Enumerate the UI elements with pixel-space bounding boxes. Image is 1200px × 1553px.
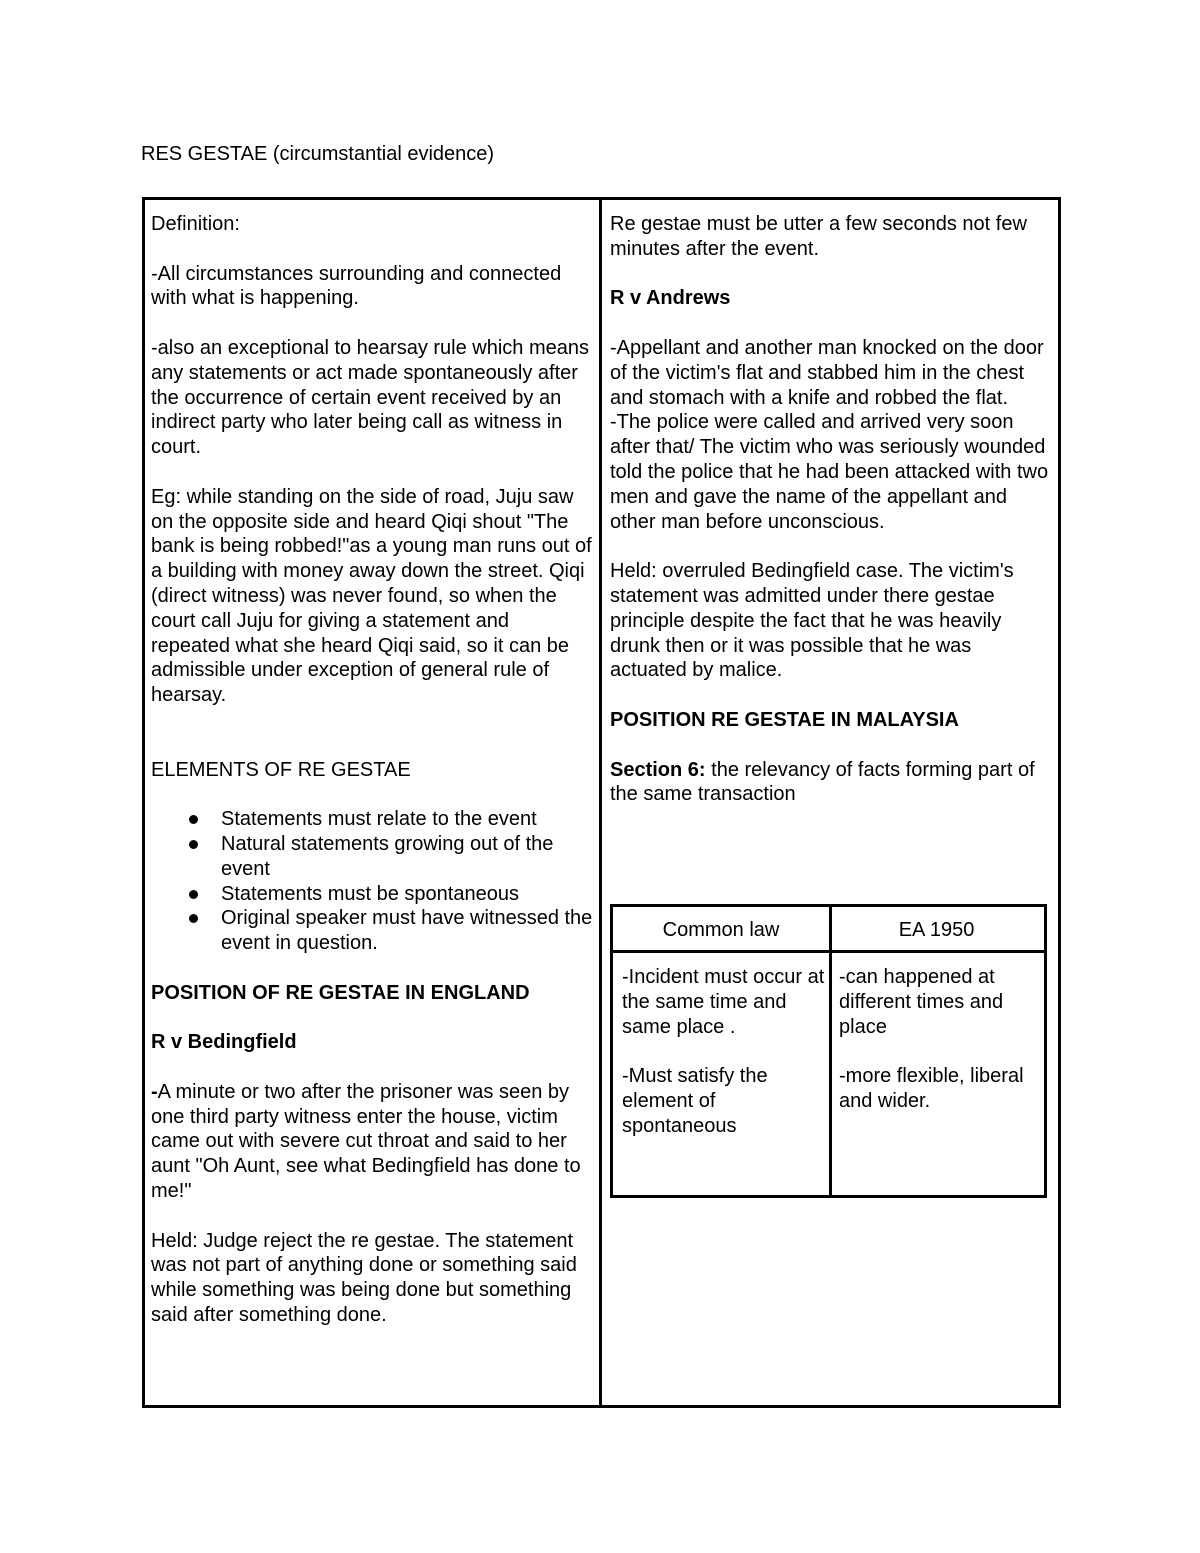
list-item: Statements must be spontaneous xyxy=(221,882,593,907)
section-description: the relevancy of facts forming part of the same transaction xyxy=(610,758,1035,806)
facts-dash: - xyxy=(151,1080,158,1103)
definition-paragraph-2: -also an exceptional to hearsay rule which means any statements or act made spontaneously after the occurrence of certain event received by an indirect party who later being call as witness in court. xyxy=(151,336,590,459)
andrews-facts-2: -The police were called and arrived very soon after that/ The victim who was seriously wounded told the police that he had been attacked with two men and gave the name of the appellant and other man before unconscious. xyxy=(610,411,1049,533)
elements-heading: ELEMENTS OF RE GESTAE xyxy=(151,758,411,781)
malaysia-heading: POSITION RE GESTAE IN MALAYSIA xyxy=(610,708,959,731)
ea-1950-point-2: -more flexible, liberal and wider. xyxy=(839,1065,1024,1112)
facts-text: A minute or two after the prisoner was seen by one third party witness enter the house, victim came out with severe cut throat and said to her aunt "Oh Aunt, see what Bedingfield has done to me!" xyxy=(151,1080,581,1203)
header-common-law: Common law xyxy=(613,907,829,953)
definition-paragraph-1: -All circumstances surrounding and connected with what is happening. xyxy=(151,262,562,310)
england-heading: POSITION OF RE GESTAE IN ENGLAND xyxy=(151,981,530,1004)
andrews-held: Held: overruled Bedingfield case. The victim's statement was admitted under there gestae principle despite the fact that he was heavily drunk then or it was possible that he was actuated by malice. xyxy=(610,560,1014,682)
common-law-cell xyxy=(622,965,827,1139)
ea-1950-cell xyxy=(839,965,1039,1114)
definition-label: Definition: xyxy=(151,213,240,235)
common-law-point-2: -Must satisfy the element of spontaneous xyxy=(622,1065,768,1137)
list-item: Original speaker must have witnessed the event in question. xyxy=(221,907,593,955)
page-title: RES GESTAE (circumstantial evidence) xyxy=(141,143,495,165)
comparison-table xyxy=(610,904,1047,1198)
section-label: Section 6: xyxy=(610,758,706,781)
bedingfield-case-name: R v Bedingfield xyxy=(151,1031,297,1054)
common-law-point-1: -Incident must occur at the same time and same place . xyxy=(622,966,825,1038)
main-table xyxy=(142,197,1061,1408)
ea-1950-point-1: -can happened at different times and place xyxy=(839,966,1004,1038)
example-paragraph: Eg: while standing on the side of road, Juju saw on the opposite side and heard Qiqi shout "The bank is being robbed!"as a young man runs out of a building with money away down the street. Qiqi (direct witness) was never found, so when the court call Juju for giving a statement and repeated what she heard Qiqi said, so it can be admissible under exception of general rule of hearsay. xyxy=(151,485,592,707)
bedingfield-held: Held: Judge reject the re gestae. The statement was not part of anything done or something said while something was being done but something said after something done. xyxy=(151,1229,577,1327)
left-column xyxy=(145,200,602,1405)
section-6-text xyxy=(610,758,1050,808)
list-item: Statements must relate to the event xyxy=(221,807,593,832)
right-column xyxy=(602,200,1058,1405)
bedingfield-facts xyxy=(151,1080,593,1204)
header-ea-1950: EA 1950 xyxy=(829,907,1044,953)
andrews-facts-1: -Appellant and another man knocked on the door of the victim's flat and stabbed him in the chest and stomach with a knife and robbed the flat. xyxy=(610,336,1044,409)
list-item: Natural statements growing out of the event xyxy=(221,832,593,882)
elements-list xyxy=(151,807,593,956)
andrews-case-name: R v Andrews xyxy=(610,287,731,310)
timing-intro: Re gestae must be utter a few seconds not few minutes after the event. xyxy=(610,213,1027,260)
